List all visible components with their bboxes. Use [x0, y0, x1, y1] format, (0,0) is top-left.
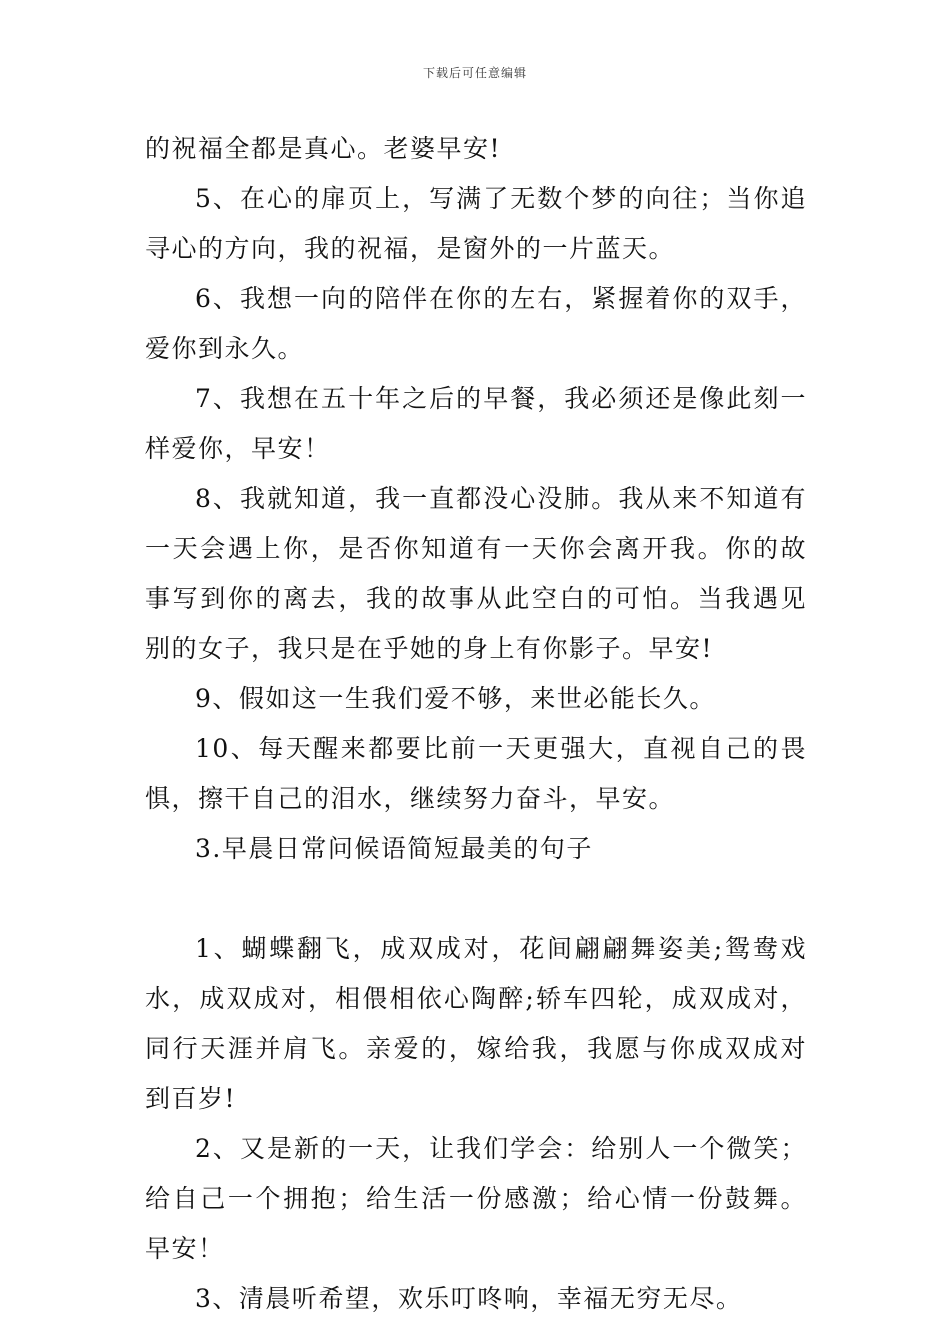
- paragraph: 8、我就知道，我一直都没心没肺。我从来不知道有一天会遇上你，是否你知道有一天你会离开我。你的故事写到你的离去，我的故事从此空白的可怕。当我遇见别的女子，我只是在乎她的身上有你影子。早安!: [145, 484, 807, 663]
- paragraph: 6、我想一向的陪伴在你的左右，紧握着你的双手，爱你到永久。: [145, 284, 807, 363]
- paragraph: 3、清晨听希望，欢乐叮咚响，幸福无穷无尽。: [195, 1284, 743, 1313]
- paragraph: 9、假如这一生我们爱不够，来世必能长久。: [195, 684, 716, 713]
- page-header: 下载后可任意编辑: [422, 66, 527, 80]
- blank-line: [145, 874, 807, 924]
- paragraph: 10、每天醒来都要比前一天更强大，直视自己的畏惧，擦干自己的泪水，继续努力奋斗，早安。: [145, 734, 807, 813]
- paragraph: 5、在心的扉页上，写满了无数个梦的向往；当你追寻心的方向，我的祝福，是窗外的一片蓝天。: [145, 184, 807, 263]
- document-body: [145, 124, 807, 1324]
- section-heading: 3.早晨日常问候语简短最美的句子: [195, 834, 593, 863]
- paragraph: 的祝福全都是真心。老婆早安!: [145, 134, 502, 163]
- paragraph: 1、蝴蝶翻飞，成双成对，花间翩翩舞姿美;鸳鸯戏水，成双成对，相偎相依心陶醉;轿车四轮，成双成对，同行天涯并肩飞。亲爱的，嫁给我，我愿与你成双成对到百岁!: [145, 934, 807, 1113]
- paragraph: 2、又是新的一天，让我们学会：给别人一个微笑；给自己一个拥抱；给生活一份感激；给心情一份鼓舞。早安！: [145, 1134, 807, 1263]
- paragraph: 7、我想在五十年之后的早餐，我必须还是像此刻一样爱你，早安！: [145, 384, 807, 463]
